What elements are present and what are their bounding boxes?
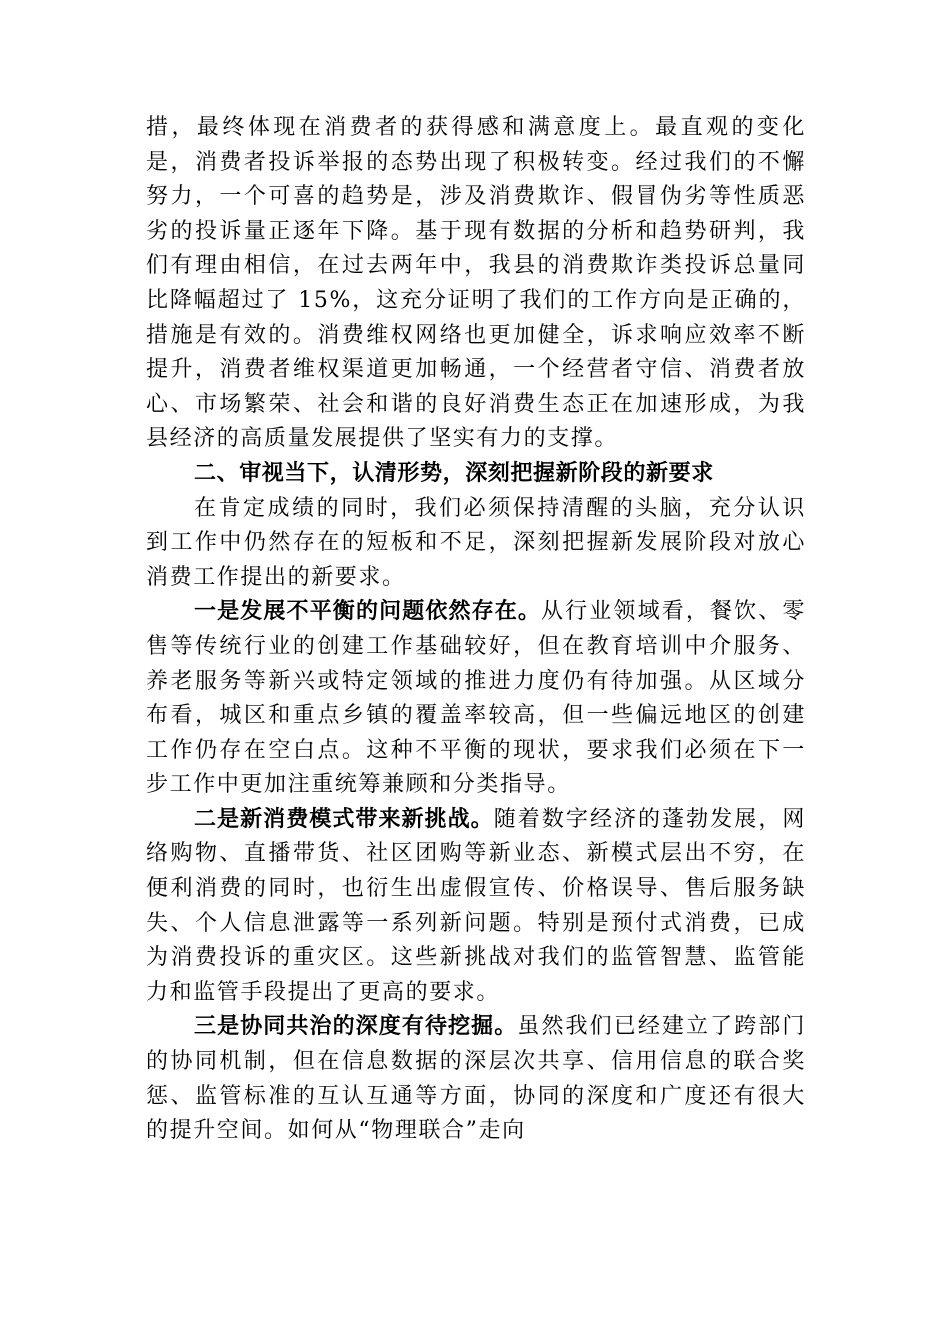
point-paragraph-2: [146, 803, 806, 1011]
point-text-2: 随着数字经济的蓬勃发展，网络购物、直播带货、社区团购等新业态、新模式层出不穷，在便利消费的同时，也衍生出虚假宣传、价格误导、售后服务缺失、个人信息泄露等一系列新问题。特别是预付式消费，已成为消费投诉的重灾区。这些新挑战对我们的监管智慧、监管能力和监管手段提出了更高的要求。: [146, 806, 806, 1005]
point-text-1: 从行业领域看，餐饮、零售等传统行业的创建工作基础较好，但在教育培训中介服务、养老服务等新兴或特定领域的推进力度仍有待加强。从区域分布看，城区和重点乡镇的覆盖率较高，但一些偏远地区的创建工作仍存在空白点。这种不平衡的现状，要求我们必须在下一步工作中更加注重统筹兼顾和分类指导。: [146, 599, 806, 798]
body-paragraph: 在肯定成绩的同时，我们必须保持清醒的头脑，充分认识到工作中仍然存在的短板和不足，深刻把握新发展阶段对放心消费工作提出的新要求。: [146, 495, 806, 590]
point-lead-3: 三是协同共治的深度有待挖掘。: [194, 1014, 518, 1040]
point-text-3: 虽然我们已经建立了跨部门的协同机制，但在信息数据的深层次共享、信用信息的联合奖惩、监管标准的互认互通等方面，协同的深度和广度还有很大的提升空间。如何从“物理联合”走向: [146, 1014, 806, 1144]
point-lead-1: 一是发展不平衡的问题依然存在。: [194, 599, 542, 625]
document-page: [146, 111, 806, 1149]
point-lead-2: 二是新消费模式带来新挑战。: [194, 806, 494, 832]
section-heading: 二、审视当下，认清形势，深刻把握新阶段的新要求: [194, 460, 714, 486]
point-paragraph-1: [146, 595, 806, 803]
point-paragraph-3: [146, 1010, 806, 1148]
continuation-paragraph: 措，最终体现在消费者的获得感和满意度上。最直观的变化是，消费者投诉举报的态势出现了积极转变。经过我们的不懈努力，一个可喜的趋势是，涉及消费欺诈、假冒伪劣等性质恶劣的投诉量正逐年下降。基于现有数据的分析和趋势研判，我们有理由相信，在过去两年中，我县的消费欺诈类投诉总量同比降幅超过了 15%，这充分证明了我们的工作方向是正确的，措施是有效的。消费维权网络也更加健全，诉求响应效率不断提升，消费者维权渠道更加畅通，一个经营者守信、消费者放心、市场繁荣、社会和谐的良好消费生态正在加速形成，为我县经济的高质量发展提供了坚实有力的支撑。: [146, 115, 806, 452]
